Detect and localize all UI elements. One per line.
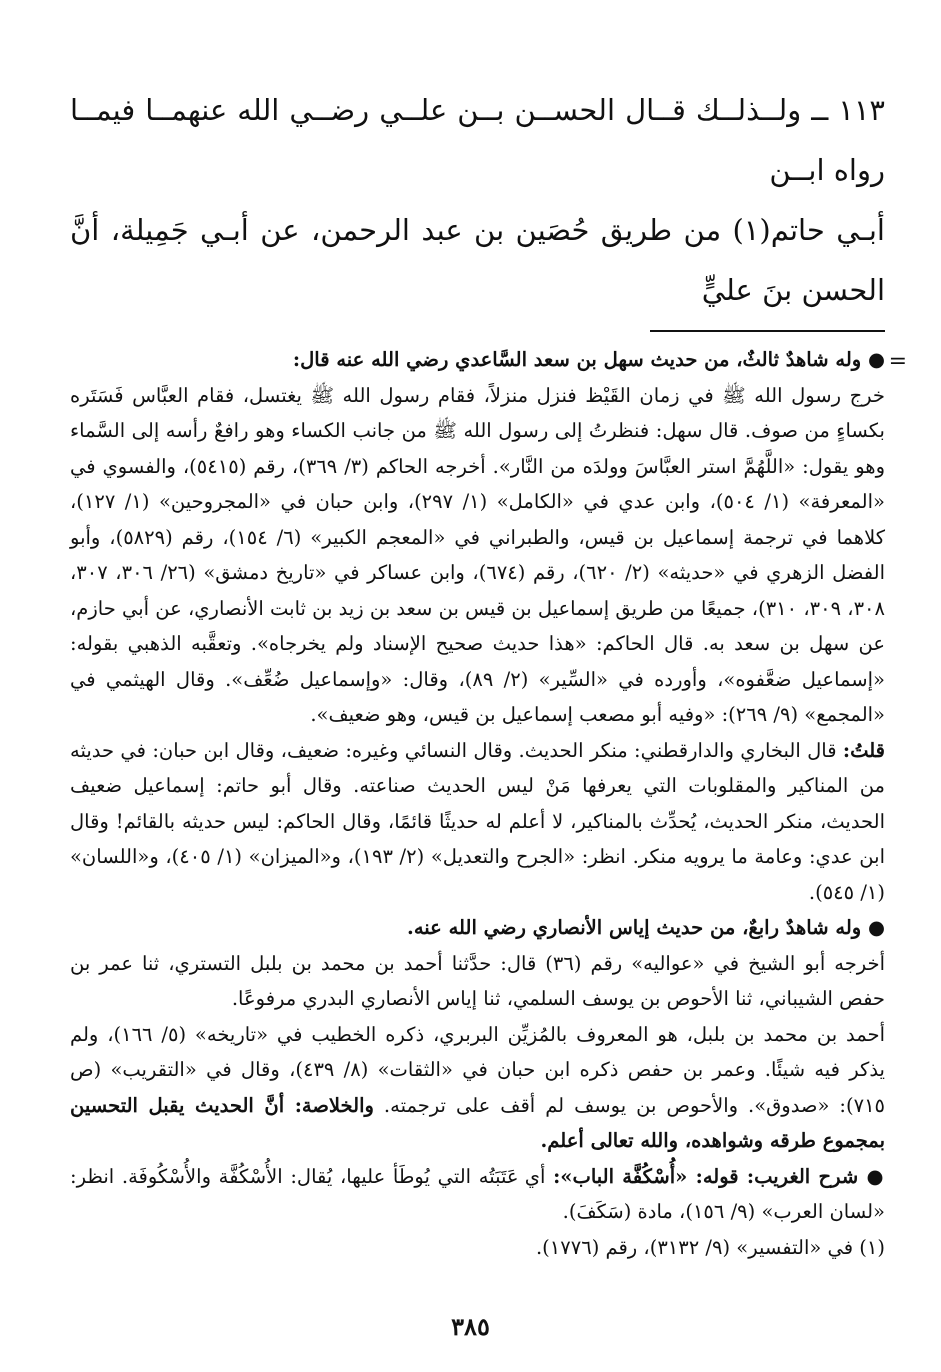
footnote-1: (١) في «التفسير» (٩/ ٣١٣٢)، رقم (١٧٧٦). xyxy=(535,1235,885,1259)
commentary-heading-3: ● وله شاهدٌ ثالثٌ، من حديث سهل بن سعد السَّاعدي رضي الله عنه قال: xyxy=(292,348,885,371)
conclusion: والخلاصة: أنَّ الحديث يقبل التحسين بمجموع طرقه وشواهده، والله تعالى أعلم. xyxy=(70,1093,885,1152)
commentary xyxy=(70,342,907,1265)
commentary-heading-4: ● وله شاهدٌ رابعٌ، من حديث إياس الأنصاري رضي الله عنه. xyxy=(407,916,885,939)
commentary-paragraph-1: خرج رسول الله ﷺ في زمان القَيْظ فنزل منزلاً، فقام رسول الله ﷺ يغتسل، فقام العبَّاس فَسَتَره بكساءٍ من صوف. قال سهل: فنظرتُ إلى رسول الله ﷺ من جانب الكساء وهو رافعٌ رأسه إلى السَّماء وهو يقول: «اللَّهُمَّ استر العبَّاسَ وولدَه من النَّار». أخرجه الحاكم (٣/ ٣٦٩)، رقم (٥٤١٥)، والفسوي في «المعرفة» (١/ ٥٠٤)، وابن عدي في «الكامل» (١/ ٢٩٧)، وابن حبان في «المجروحين» (١/ ١٢٧)، كلاهما في ترجمة إسماعيل بن قيس، والطبراني في «المعجم الكبير» (٦/ ١٥٤)، رقم (٥٨٢٩)، وأبو الفضل الزهري في «حديثه» (٢/ ٦٢٠)، رقم (٦٧٤)، وابن عساكر في «تاريخ دمشق» (٢٦/ ٣٠٦، ٣٠٧، ٣٠٨، ٣٠٩، ٣١٠)، جميعًا من طريق إسماعيل بن قيس بن سعد بن زيد بن ثابت الأنصاري، عن أبي حازم، عن سهل بن سعد به. قال الحاكم: «هذا حديث صحيح الإسناد ولم يخرجاه». وتعقَّبه الذهبي بقوله: «إسماعيل ضعَّفوه»، وأورده في «السِّير» (٢/ ٨٩)، وقال: «وإسماعيل ضُعِّف». وقال الهيثمي في «المجمع» (٩/ ٢٦٩): «وفيه أبو مصعب إسماعيل بن قيس، وهو ضعيف». xyxy=(70,383,886,726)
page-body xyxy=(70,80,907,1265)
continuation-marker: = xyxy=(888,349,907,374)
page-number: ٣٨٥ xyxy=(451,1312,490,1341)
gharib-text: أي عَتَبَتُه التي يُوطَأ عليها، يُقال: الأُسْكُفَّة والأُسْكُوفَة. انظر: «لسان العرب» (٩/ ١٥٦)، مادة (سَكَفَ). xyxy=(70,1164,885,1223)
commentary-paragraph-4-text: أحمد بن محمد بن بلبل، هو المعروف بالمُزيِّن البربري، ذكره الخطيب في «تاريخه» (٥/ ١٦٦)، ولم يذكر فيه شيئًا. وعمر بن حفص ذكره ابن حبان في «الثقات» (٨/ ٤٣٩)، وقال في «التقريب» (ص ٧١٥): «صدوق». والأحوص بن يوسف لم أقف على ترجمته. xyxy=(70,1022,886,1117)
main-text-line-2: أبـي حاتم(١) من طريق حُصَين بن عبد الرحمن، عن أبـي جَمِيلة، أنَّ الحسن بنَ عليٍّ xyxy=(70,213,885,307)
main-text xyxy=(70,80,885,320)
qultu-label: قلتُ: xyxy=(842,738,885,762)
commentary-paragraph-2-text: قال البخاري والدارقطني: منكر الحديث. وقال النسائي وغيره: ضعيف، وقال ابن حبان: في حديثه من المناكير والمقلوبات التي يعرفها مَنْ ليس الحديث صناعته. وقال أبو حاتم: إسماعيل ضعيف الحديث، منكر الحديث، يُحدِّث بالمناكير، لا أعلم له حديثًا قائمًا، وقال الحاكم: ليس حديثه بالقائم! وقال ابن عدي: وعامة ما يرويه منكر. انظر: «الجرح والتعديل» (٢/ ١٩٣)، و«الميزان» (١/ ٤٠٥)، و«اللسان» (١/ ٥٤٥). xyxy=(70,738,885,904)
footnote-separator xyxy=(650,330,885,332)
commentary-paragraph-2 xyxy=(70,733,885,911)
gharib-label: ● شرح الغريب: قوله: «أُسْكُفَّة الباب»: xyxy=(553,1164,885,1188)
commentary-paragraph-3: أخرجه أبو الشيخ في «عواليه» رقم (٣٦) قال: حدَّثنا أحمد بن محمد بن بلبل التستري، ثنا عمر بن حفص الشيباني، ثنا الأحوص بن يوسف السلمي، ثنا إياس الأنصاري البدري مرفوعًا. xyxy=(70,951,885,1010)
commentary-paragraph-5 xyxy=(70,1159,885,1230)
main-text-line-1: ١١٣ ــ ولــذلــك قــال الحســن بــن علــي رضــي الله عنهمــا فيمــا رواه ابــن xyxy=(70,93,885,187)
commentary-paragraph-4 xyxy=(70,1017,885,1159)
